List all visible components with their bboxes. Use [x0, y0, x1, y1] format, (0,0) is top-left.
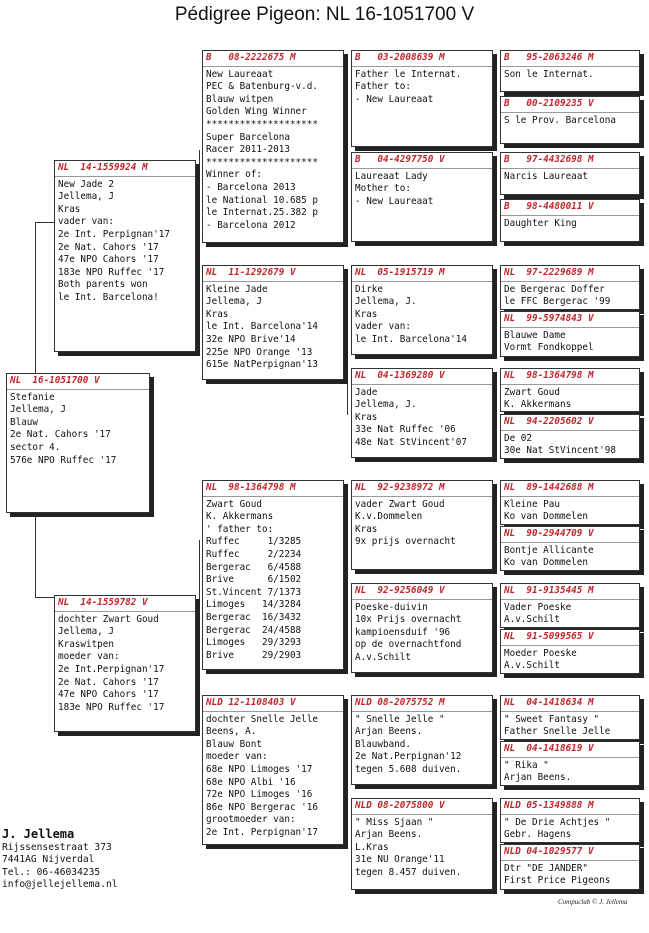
ring-number: NL 04-1418634 M [501, 697, 639, 712]
info-line: St.Vincent 7/1373 [206, 586, 302, 598]
ring-number: NLD 05-1349888 M [501, 800, 639, 815]
pigeon-card-gen3 [351, 480, 493, 570]
ring-number: NL 99-5974843 V [501, 313, 639, 328]
info-line: Vader Poeske [504, 601, 572, 613]
info-line: Jellema, J [206, 296, 262, 308]
info-line: A.v.Schilt [504, 614, 560, 626]
pigeon-card-gen4 [500, 480, 640, 525]
ring-number: B 97-4432698 M [501, 154, 639, 169]
info-line: 86e NPO Bergerac '16 [206, 801, 318, 813]
info-line: vader van: [355, 321, 411, 333]
connector-line [347, 520, 348, 620]
info-line: PEC & Batenburg-v.d. [206, 81, 318, 93]
info-line: Kras [355, 308, 378, 320]
info-line: - New Laureaat [355, 93, 434, 105]
info-line: 576e NPO Ruffec '17 [10, 454, 117, 466]
info-line: Kleine Jade [206, 283, 268, 295]
connector-line [35, 512, 36, 597]
info-line: Kras [355, 411, 378, 423]
ring-number: NL 05-1915719 M [352, 267, 492, 282]
info-line: " Miss Sjaan " [355, 816, 434, 828]
breeder-email[interactable]: info@jellejellema.nl [2, 879, 118, 891]
pigeon-card-gen3 [351, 368, 493, 458]
ring-number: NL 14-1559782 V [55, 597, 195, 612]
breeder-city: 7441AG Nijverdal [2, 854, 95, 866]
sire-card [54, 160, 196, 352]
dam-sire-card [202, 480, 344, 670]
info-line: Gebr. Hagens [504, 829, 572, 841]
info-line: Kleine Pau [504, 498, 560, 510]
pigeon-card-gen3 [351, 798, 493, 890]
info-line: moeder van: [206, 751, 268, 763]
info-line: 68e NPO Limoges '17 [206, 763, 313, 775]
info-line: 225e NPO Orange '13 [206, 346, 313, 358]
info-line: Father Snelle Jelle [504, 726, 611, 738]
info-line: Jade [355, 386, 378, 398]
pigeon-card-gen3 [351, 583, 493, 673]
info-line: Ruffec 1/3285 [206, 536, 302, 548]
info-line: le Internat.25.382 p [206, 207, 318, 219]
info-line: le FFC Bergerac '99 [504, 296, 611, 308]
info-line: grootmoeder van: [206, 814, 296, 826]
connector-line [496, 820, 497, 865]
connector-line [496, 290, 497, 335]
info-line: Mother to: [355, 183, 411, 195]
info-line: New Laureaat [206, 68, 274, 80]
ring-number: B 03-2008639 M [352, 52, 492, 67]
info-line: 2e Nat. Cahors '17 [10, 429, 111, 441]
info-line: Super Barcelona [206, 131, 290, 143]
ring-number: NL 94-2205602 V [501, 416, 639, 431]
page-title: Pédigree Pigeon: NL 16-1051700 V [174, 4, 475, 25]
connector-line [496, 610, 497, 655]
info-line: 47e NPO Cahors '17 [58, 689, 159, 701]
info-line: tegen 8.457 duiven. [355, 866, 462, 878]
info-line: Father to: [355, 81, 411, 93]
info-line: tegen 5.608 duiven. [355, 763, 462, 775]
pigeon-card-gen4 [500, 50, 640, 92]
pigeon-card-gen4 [500, 741, 640, 786]
pigeon-card-gen4 [500, 311, 640, 357]
connector-line [496, 175, 497, 220]
info-line: Arjan Beens. [355, 829, 423, 841]
info-line: Bergerac 16/3432 [206, 611, 302, 623]
info-line: 30e Nat StVincent'98 [504, 445, 616, 457]
info-line: De 02 [504, 432, 532, 444]
sire-sire-card [202, 50, 344, 243]
info-line: Jellema, J. [355, 399, 417, 411]
info-line: 72e NPO Limoges '16 [206, 789, 313, 801]
connector-line [496, 720, 497, 765]
info-line: Ko van Dommelen [504, 511, 588, 523]
info-line: " De Drie Achtjes " [504, 816, 611, 828]
pigeon-card-gen4 [500, 96, 640, 144]
info-line: Laureaat Lady [355, 170, 428, 182]
info-line: Limoges 14/3284 [206, 599, 302, 611]
info-line: le Int. Barcelona'14 [206, 321, 318, 333]
info-line: S le Prov. Barcelona [504, 114, 616, 126]
info-line: kampioensduif '96 [355, 626, 451, 638]
info-line: op de overnachtfond [355, 639, 462, 651]
subject-pigeon-card [6, 373, 150, 513]
info-line: Arjan Beens. [355, 726, 423, 738]
connector-line [35, 597, 54, 598]
info-line: Dtr "DE JANDER" [504, 862, 588, 874]
dam-dam-card [202, 695, 344, 845]
info-line: K. Akkermans [504, 399, 572, 411]
info-line: Arjan Beens. [504, 772, 572, 784]
info-line: Blauw [10, 416, 38, 428]
info-line: 2e Nat. Cahors '17 [58, 241, 159, 253]
info-line: 47e NPO Cahors '17 [58, 254, 159, 266]
ring-number: NL 98-1364798 M [203, 482, 343, 497]
ring-number: NL 90-2944709 V [501, 528, 639, 543]
info-line: Son le Internat. [504, 68, 594, 80]
info-line: - New Laureaat [355, 195, 434, 207]
ring-number: NL 04-1369280 V [352, 370, 492, 385]
breeder-name: J. Jellema [2, 827, 75, 841]
pigeon-card-gen4 [500, 199, 640, 242]
info-line: Blauw witpen [206, 93, 274, 105]
ring-number: B 98-4480011 V [501, 201, 639, 216]
info-line: Father le Internat. [355, 68, 462, 80]
sire-dam-card [202, 265, 344, 380]
pigeon-card-gen4 [500, 844, 640, 890]
ring-number: NL 14-1559924 M [55, 162, 195, 177]
info-line: De Bergerac Doffer [504, 283, 605, 295]
info-line: Bontje Allicante [504, 544, 594, 556]
info-line: Dirke [355, 283, 383, 295]
pigeon-card-gen4 [500, 526, 640, 571]
info-line: Jellema, J [58, 191, 114, 203]
info-line: ' father to: [206, 523, 274, 535]
ring-number: NL 04-1418619 V [501, 743, 639, 758]
ring-number: B 00-2109235 V [501, 98, 639, 113]
info-line: First Price Pigeons [504, 875, 611, 887]
info-line: Blauwe Dame [504, 329, 566, 341]
info-line: dochter Zwart Goud [58, 613, 159, 625]
info-line: Racer 2011-2013 [206, 144, 290, 156]
ring-number: NL 16-1051700 V [7, 375, 149, 390]
info-line: 10x Prijs overnacht [355, 614, 462, 626]
ring-number: NL 91-5099565 V [501, 631, 639, 646]
pigeon-card-gen4 [500, 629, 640, 674]
ring-number: B 95-2063246 M [501, 52, 639, 67]
info-line: Ruffec 2/2234 [206, 548, 302, 560]
info-line: Blauw Bont [206, 738, 262, 750]
info-line: le Int. Barcelona'14 [355, 333, 467, 345]
info-line: Narcis Laureaat [504, 170, 588, 182]
pigeon-card-gen3 [351, 695, 493, 785]
info-line: Golden Wing Winner [206, 106, 307, 118]
info-line: Bergerac 24/4588 [206, 624, 302, 636]
pigeon-card-gen4 [500, 798, 640, 843]
info-line: Blauwband. [355, 738, 411, 750]
ring-number: NL 89-1442688 M [501, 482, 639, 497]
info-line: 32e NPO Brive'14 [206, 333, 296, 345]
info-line: Beens, A. [206, 726, 257, 738]
info-line: le National 10.685 p [206, 194, 318, 206]
pigeon-card-gen4 [500, 695, 640, 740]
breeder-address: Rijssensestraat 373 [2, 842, 112, 853]
info-line: Jellema, J [58, 626, 114, 638]
ring-number: B 08-2222675 M [203, 52, 343, 67]
info-line: Jellema, J. [355, 296, 417, 308]
info-line: Zwart Goud [206, 498, 262, 510]
info-line: dochter Snelle Jelle [206, 713, 318, 725]
info-line: K. Akkermans [206, 511, 274, 523]
info-line: ******************** [206, 118, 318, 130]
info-line: 183e NPO Ruffec '17 [58, 701, 165, 713]
ring-number: NLD 12-1108403 V [203, 697, 343, 712]
ring-number: NL 91-9135445 M [501, 585, 639, 600]
info-line: vader van: [58, 216, 114, 228]
info-line: 615e NatPerpignan'13 [206, 359, 318, 371]
pigeon-card-gen4 [500, 368, 640, 412]
info-line: 2e Int. Perpignan'17 [206, 826, 318, 838]
info-line: Moeder Poeske [504, 647, 577, 659]
info-line: Zwart Goud [504, 386, 560, 398]
info-line: 2e Int. Perpignan'17 [58, 228, 170, 240]
info-line: 2e Nat.Perpignan'12 [355, 751, 462, 763]
info-line: ******************** [206, 156, 318, 168]
connector-line [199, 150, 200, 310]
info-line: Winner of: [206, 169, 262, 181]
pigeon-card-gen3 [351, 50, 493, 147]
info-line: 183e NPO Ruffec '17 [58, 266, 165, 278]
connector-line [35, 222, 54, 223]
pigeon-card-gen4 [500, 152, 640, 195]
info-line: le Int. Barcelona! [58, 291, 159, 303]
ring-number: B 04-4297750 V [352, 154, 492, 169]
info-line: A.v.Schilt [504, 660, 560, 672]
ring-number: NLD 04-1029577 V [501, 846, 639, 861]
info-line: Stefanie [10, 391, 55, 403]
info-line: Poeske-duivin [355, 601, 428, 613]
info-line: 2e Int.Perpignan'17 [58, 663, 165, 675]
dam-card [54, 595, 196, 732]
info-line: Kras [58, 203, 81, 215]
info-line: 48e Nat StVincent'07 [355, 436, 467, 448]
ring-number: NL 11-1292679 V [203, 267, 343, 282]
connector-line [496, 75, 497, 120]
info-line: Jellema, J [10, 404, 66, 416]
info-line: 33e Nat Ruffec '06 [355, 424, 456, 436]
connector-line [199, 540, 200, 735]
info-line: Ko van Dommelen [504, 557, 588, 569]
connector-line [496, 392, 497, 437]
info-line: Limoges 29/3293 [206, 637, 302, 649]
info-line: Kras [206, 308, 229, 320]
pigeon-card-gen3 [351, 152, 493, 242]
info-line: moeder van: [58, 651, 120, 663]
info-line: Bergerac 6/4588 [206, 561, 302, 573]
info-line: Brive 6/1502 [206, 574, 302, 586]
info-line: 9x prijs overnacht [355, 536, 456, 548]
info-line: Kraswitpen [58, 638, 114, 650]
ring-number: NL 92-9256049 V [352, 585, 492, 600]
info-line: 31e NU Orange'11 [355, 854, 445, 866]
connector-line [347, 100, 348, 205]
info-line: - Barcelona 2012 [206, 219, 296, 231]
info-line: sector 4. [10, 441, 61, 453]
connector-line [496, 505, 497, 550]
info-line: L.Kras [355, 841, 389, 853]
pigeon-card-gen4 [500, 265, 640, 310]
info-line: New Jade 2 [58, 178, 114, 190]
info-line: Daughter King [504, 217, 577, 229]
breeder-info [2, 826, 118, 892]
info-line: Both parents won [58, 279, 148, 291]
connector-line [347, 320, 348, 415]
ring-number: NL 92-9238972 M [352, 482, 492, 497]
pigeon-card-gen4 [500, 583, 640, 628]
info-line: Vormt Fondkoppel [504, 342, 594, 354]
copyright-footer: Compuclub © J. Jellema [558, 898, 628, 906]
info-line: Brive 29/2903 [206, 649, 302, 661]
info-line: " Rika " [504, 759, 549, 771]
info-line: - Barcelona 2013 [206, 181, 296, 193]
info-line: 2e Nat. Cahors '17 [58, 676, 159, 688]
ring-number: NLD 08-2075752 M [352, 697, 492, 712]
ring-number: NL 98-1364798 M [501, 370, 639, 385]
info-line: A.v.Schilt [355, 651, 411, 663]
info-line: " Sweet Fantasy " [504, 713, 600, 725]
pigeon-card-gen4 [500, 414, 640, 459]
connector-line [347, 735, 348, 835]
info-line: K.v.Dommelen [355, 511, 423, 523]
ring-number: NL 97-2229689 M [501, 267, 639, 282]
info-line: 68e NPO Albi '16 [206, 776, 296, 788]
ring-number: NLD 08-2075800 V [352, 800, 492, 815]
breeder-phone: Tel.: 06-46034235 [2, 866, 101, 878]
pigeon-card-gen3 [351, 265, 493, 355]
connector-line [35, 222, 36, 374]
info-line: Kras [355, 523, 378, 535]
info-line: vader Zwart Goud [355, 498, 445, 510]
info-line: " Snelle Jelle " [355, 713, 445, 725]
